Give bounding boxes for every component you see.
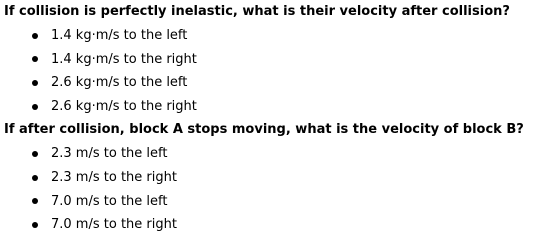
bullet-icon xyxy=(32,80,38,86)
bullet-icon xyxy=(32,56,38,62)
question-1-options-list xyxy=(4,24,532,118)
question-1-text: If collision is perfectly inelastic, what is their velocity after collision? xyxy=(4,4,510,19)
bullet-icon xyxy=(32,104,38,110)
bullet-icon xyxy=(32,175,38,181)
bullet-icon xyxy=(32,198,38,204)
bullet-icon xyxy=(32,151,38,157)
question-2-text: If after collision, block A stops moving, what is the velocity of block B? xyxy=(4,122,524,138)
option-label: 1.4 kg·m/s to the right xyxy=(51,51,197,67)
option-label: 2.6 kg·m/s to the right xyxy=(51,98,197,114)
question-2-options-list xyxy=(4,142,532,236)
option-label: 2.6 kg·m/s to the left xyxy=(51,75,188,91)
bullet-icon xyxy=(32,222,38,228)
bullet-icon xyxy=(32,33,38,39)
question-1-option-3 xyxy=(4,71,532,95)
question-2-option-3 xyxy=(4,190,532,214)
option-label: 1.4 kg·m/s to the left xyxy=(51,28,188,43)
question-2-option-1 xyxy=(4,142,532,166)
question-2-option-4 xyxy=(4,213,532,237)
question-1-option-4 xyxy=(4,95,532,119)
option-label: 7.0 m/s to the left xyxy=(51,193,168,209)
option-label: 2.3 m/s to the right xyxy=(51,169,177,185)
question-1-option-1 xyxy=(4,24,532,48)
option-label: 2.3 m/s to the left xyxy=(51,146,168,162)
option-label: 7.0 m/s to the right xyxy=(51,217,177,233)
question-2-option-2 xyxy=(4,166,532,190)
question-1-option-2 xyxy=(4,48,532,72)
question-document xyxy=(4,0,532,237)
